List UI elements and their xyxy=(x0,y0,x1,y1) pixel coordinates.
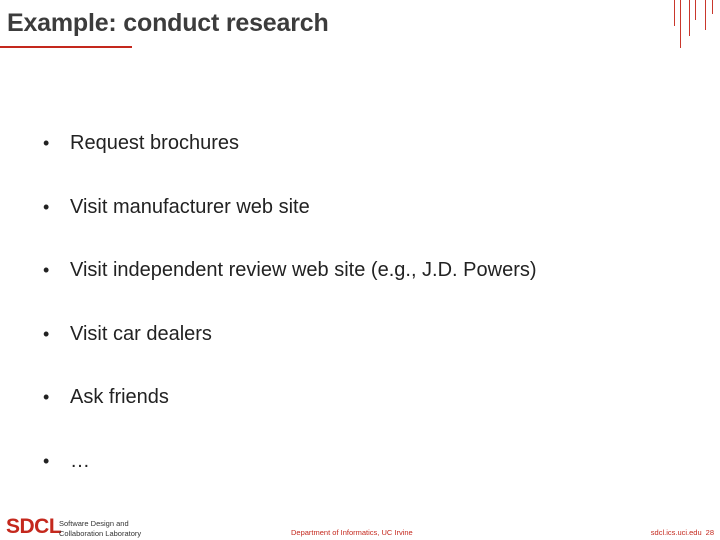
department-label: Department of Informatics, UC Irvine xyxy=(291,528,413,537)
slide-title: Example: conduct research xyxy=(7,9,329,37)
bullet-text: Visit car dealers xyxy=(70,322,212,345)
decoration-bar xyxy=(695,0,696,20)
bullet-marker: • xyxy=(43,450,50,471)
decoration-bar xyxy=(712,0,713,14)
bullet-marker: • xyxy=(43,133,50,153)
bullet-text: … xyxy=(70,449,90,472)
corner-decoration xyxy=(660,0,720,52)
lab-name xyxy=(59,519,141,539)
title-underline xyxy=(0,46,132,48)
lab-name-line: Software Design and xyxy=(59,519,129,528)
bullet-text: Visit independent review web site (e.g., J.D. Powers) xyxy=(70,259,537,281)
sdcl-logo: SDCL xyxy=(6,515,62,538)
bullet-marker: • xyxy=(43,323,50,344)
bullet-text: Visit manufacturer web site xyxy=(70,195,310,218)
footer-url-block xyxy=(651,528,714,537)
lab-name-line: Collaboration Laboratory xyxy=(59,529,142,538)
page-number: 28 xyxy=(705,528,714,537)
bullet-marker: • xyxy=(43,260,50,280)
decoration-bar xyxy=(674,0,675,26)
decoration-bar xyxy=(689,0,690,36)
bullet-marker: • xyxy=(43,387,50,407)
site-url: sdcl.ics.uci.edu xyxy=(650,528,702,537)
bullet-text: Request brochures xyxy=(70,132,239,154)
decoration-bar xyxy=(705,0,706,30)
bullet-marker: • xyxy=(43,196,50,217)
decoration-bar xyxy=(680,0,681,48)
bullet-text: Ask friends xyxy=(70,386,169,408)
